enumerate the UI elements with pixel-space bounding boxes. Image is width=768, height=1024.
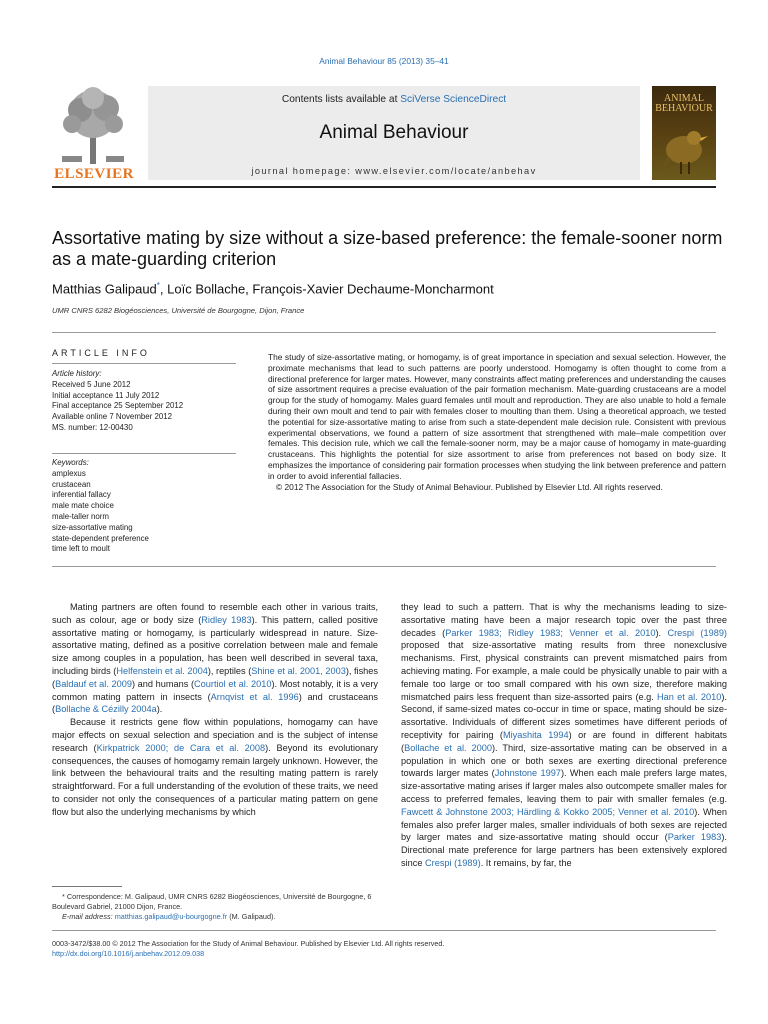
footer-divider <box>52 930 716 931</box>
body-text: Mating partners are often found to resemble each other in various traits, such as colour, age or body size ( <box>52 602 378 625</box>
body-text: ) and humans ( <box>131 678 195 689</box>
body-text: ). Third, size-assortative mating can be observed in a population in which one or both sexes are exerting directional preference towards larger mates ( <box>401 742 727 779</box>
reference-link[interactable]: Courtiol et al. 2010 <box>194 678 272 689</box>
reference-link[interactable]: Parker 1983 <box>667 832 722 843</box>
reference-link[interactable]: Ridley 1983 <box>201 614 252 625</box>
reference-link[interactable]: Parker 1983; Ridley 1983; Venner et al. 2010 <box>445 627 656 638</box>
body-text: Because it restricts gene flow within populations, homogamy can have major effects on sexual selection and speciation and is the subject of intense research ( <box>52 717 378 753</box>
body-text: ) and crustaceans ( <box>52 691 378 715</box>
cover-title: ANIMAL BEHAVIOUR <box>655 93 713 114</box>
body-text: . It remains, by far, the <box>480 857 572 868</box>
history-item: Final acceptance 25 September 2012 <box>52 401 184 411</box>
elsevier-wordmark: ELSEVIER <box>54 166 134 182</box>
body-text: ). Directional mate preference for large partners has been extensively explored since <box>401 832 727 868</box>
keyword-item: crustacean <box>52 479 91 489</box>
reference-link[interactable]: Bollache et al. 2000 <box>404 742 492 753</box>
reference-link[interactable]: Arnqvist et al. 1996 <box>210 691 299 702</box>
keywords-label: Keywords: <box>52 458 89 467</box>
keyword-item: state-dependent preference <box>52 533 149 543</box>
body-text: proposed that size-assortative mating results from three nonexclusive mechanisms. First, physical constraints can prevent mismatched pairs from achieving mating. For example, a male could be physically unable to pair with a female too large or too small compared with his own size, therefore making mismatched pairs less frequent than size-assorted pairs (e.g. <box>401 640 727 702</box>
body-text: they lead to such a pattern. That is why the mechanisms leading to size-assortative mating have been a major research topic over the past three decades ( <box>401 602 727 638</box>
reference-link[interactable]: Miyashita 1994 <box>502 729 569 740</box>
body-column-left <box>52 601 378 819</box>
header-divider <box>52 186 716 188</box>
abstract-divider <box>52 566 716 567</box>
author-affiliation: UMR CNRS 6282 Biogéosciences, Université de Bourgogne, Dijon, France <box>52 306 305 315</box>
body-paragraph <box>401 601 727 870</box>
history-item: MS. number: 12-00430 <box>52 422 133 432</box>
history-item: Available online 7 November 2012 <box>52 412 173 422</box>
reference-link[interactable]: Baldauf et al. 2009 <box>55 678 132 689</box>
keyword-item: inferential fallacy <box>52 490 111 500</box>
body-text: ). <box>156 704 163 715</box>
reference-link[interactable]: Bollache & Cézilly 2004a <box>55 704 157 715</box>
body-column-right <box>401 601 727 870</box>
keyword-item: amplexus <box>52 468 86 478</box>
reference-link[interactable]: Johnstone 1997 <box>494 768 561 779</box>
body-text: ) or are found in different habitats ( <box>401 729 727 753</box>
body-text: ). <box>655 627 668 638</box>
reference-link[interactable]: Kirkpatrick 2000; de Cara et al. 2008 <box>96 742 266 753</box>
body-text: ). When each male prefers large mates, size-assortative mating arises if larger males also outcompete smaller males for access to preferred females, leaving them to pair with smaller females (e.g. <box>401 768 727 804</box>
history-item: Initial acceptance 11 July 2012 <box>52 390 160 400</box>
body-text: ). Most notably, it is a very common mating pattern in insects ( <box>52 678 379 702</box>
body-text: ), fishes ( <box>52 665 378 689</box>
body-text: ). This pattern, called positive assortative mating or homogamy, is particularly widespread in nature. Size-assortative mating, defined as a positive correlation between male and female size among couples in a population, has been well described in several taxa, including birds ( <box>52 614 378 676</box>
sciencedirect-link[interactable]: SciVerse ScienceDirect <box>400 94 507 105</box>
body-text: ). When females also prefer larger males, smaller individuals of both sexes are rejected by larger mates and size-assortative mating should occur ( <box>401 806 727 843</box>
keyword-item: male-taller norm <box>52 511 110 521</box>
keyword-item: time left to moult <box>52 544 110 554</box>
journal-homepage[interactable]: journal homepage: www.elsevier.com/locate/anbehav <box>251 166 537 176</box>
footnote-divider <box>52 886 122 887</box>
reference-link[interactable]: Helfenstein et al. 2004 <box>116 665 208 676</box>
email-line: E-mail address: matthias.galipaud@u-bourgogne.fr (M. Galipaud). <box>62 912 276 921</box>
article-authors: Matthias Galipaud*, Loïc Bollache, François-Xavier Dechaume-Moncharmont <box>52 281 494 297</box>
keyword-item: male mate choice <box>52 501 114 511</box>
reference-link[interactable]: Shine et al. 2001, 2003 <box>251 665 346 676</box>
reference-link[interactable]: Han et al. 2010 <box>657 691 722 702</box>
doi-link[interactable]: http://dx.doi.org/10.1016/j.anbehav.2012.09.038 <box>52 949 205 959</box>
keywords-divider <box>52 453 236 454</box>
issn-copyright: 0003-3472/$38.00 © 2012 The Association for the Study of Animal Behaviour. Published by Elsevier Ltd. All rights reserved. <box>52 939 445 948</box>
article-info-divider <box>52 363 236 364</box>
abstract <box>268 352 726 492</box>
article-title: Assortative mating by size without a size-based preference: the female-sooner norm as a mate-guarding criterion <box>52 228 723 269</box>
journal-masthead <box>148 86 640 180</box>
article-info-heading: ARTICLE INFO <box>52 348 150 358</box>
history-item: Received 5 June 2012 <box>52 379 131 389</box>
body-paragraph <box>52 601 378 716</box>
correspondence-footnote <box>52 892 378 922</box>
correspondence-text: * Correspondence: M. Galipaud, UMR CNRS 6282 Biogéosciences, Université de Bourgogne, 6 Boulevard Gabriel, 21000 Dijon, France. <box>52 892 372 911</box>
journal-name: Animal Behaviour <box>319 122 469 143</box>
reference-link[interactable]: Fawcett & Johnstone 2003; Härdling & Kokko 2005; Venner et al. 2010 <box>401 806 695 817</box>
abstract-text: The study of size-assortative mating, or homogamy, is of great importance in speciation and sexual selection. However, the proximate mechanisms that lead to such patterns are poorly understood. Homogamy is often thought to come from a directional preference for larger mates. However, many constraints affect mating preferences and understanding the causes of size assortment requires a precise evaluation of the pair formation mechanism. Mate-guarding crustaceans are a model group for the study of homogamy. Males guard females until moult and reproduction. They are also unable to hold a female during their own moult and tend to pair with females closer to moulting than them. Using a theoretical approach, we tested the potential for size-assortative mating to arise from such a state-dependent male decision rule. Consistent with previous experimental observations, we found a pattern of size assortment that strengthened with male–male competition over females. This decision rule, which we call the female-sooner norm, may be a major cause of homogamy in mate-guarding crustaceans. This highlights the potential for size assortment to arise from preferences not based on body size. It emphasizes the importance of considering pair formation processes when studying the link between preference and pattern in order to avoid inferential fallacies. <box>268 352 726 481</box>
cover-bird-illustration <box>658 120 710 176</box>
body-text: ). Beyond its evolutionary consequences, the causes of homogamy remain largely unknown. However, the link between the behavioural traits and the resulting mating pattern is rarely straightforward. For a full understanding of the evolution of these traits, we need to consider not only the consequences of a particular mating pattern on gene flow but also the underlying mechanisms by which <box>52 742 378 817</box>
author-email-link[interactable]: matthias.galipaud@u-bourgogne.fr <box>114 912 228 921</box>
body-text: ). Second, if same-sized mates co-occur in time or space, mating should be size-assortative. Individuals of different sizes sometimes have different periods of receptivity for pairing ( <box>401 691 727 740</box>
body-text: ), reptiles ( <box>207 665 252 676</box>
journal-cover-image <box>652 86 716 180</box>
reference-link[interactable]: Crespi (1989) <box>667 627 727 638</box>
journal-citation[interactable]: Animal Behaviour 85 (2013) 35–41 <box>319 56 449 66</box>
corresponding-author-mark[interactable]: * <box>156 281 160 290</box>
article-history-label: Article history: <box>52 369 102 378</box>
keywords-list <box>52 458 236 555</box>
reference-link[interactable]: Crespi (1989) <box>425 857 481 868</box>
abstract-copyright: © 2012 The Association for the Study of Animal Behaviour. Published by Elsevier Ltd. All rights reserved. <box>276 481 663 492</box>
body-paragraph <box>52 716 378 818</box>
article-history <box>52 369 236 434</box>
contents-availability: Contents lists available at SciVerse ScienceDirect <box>281 94 507 105</box>
page-footer <box>52 939 444 959</box>
keyword-item: size-assortative mating <box>52 522 133 532</box>
title-divider <box>52 332 716 333</box>
